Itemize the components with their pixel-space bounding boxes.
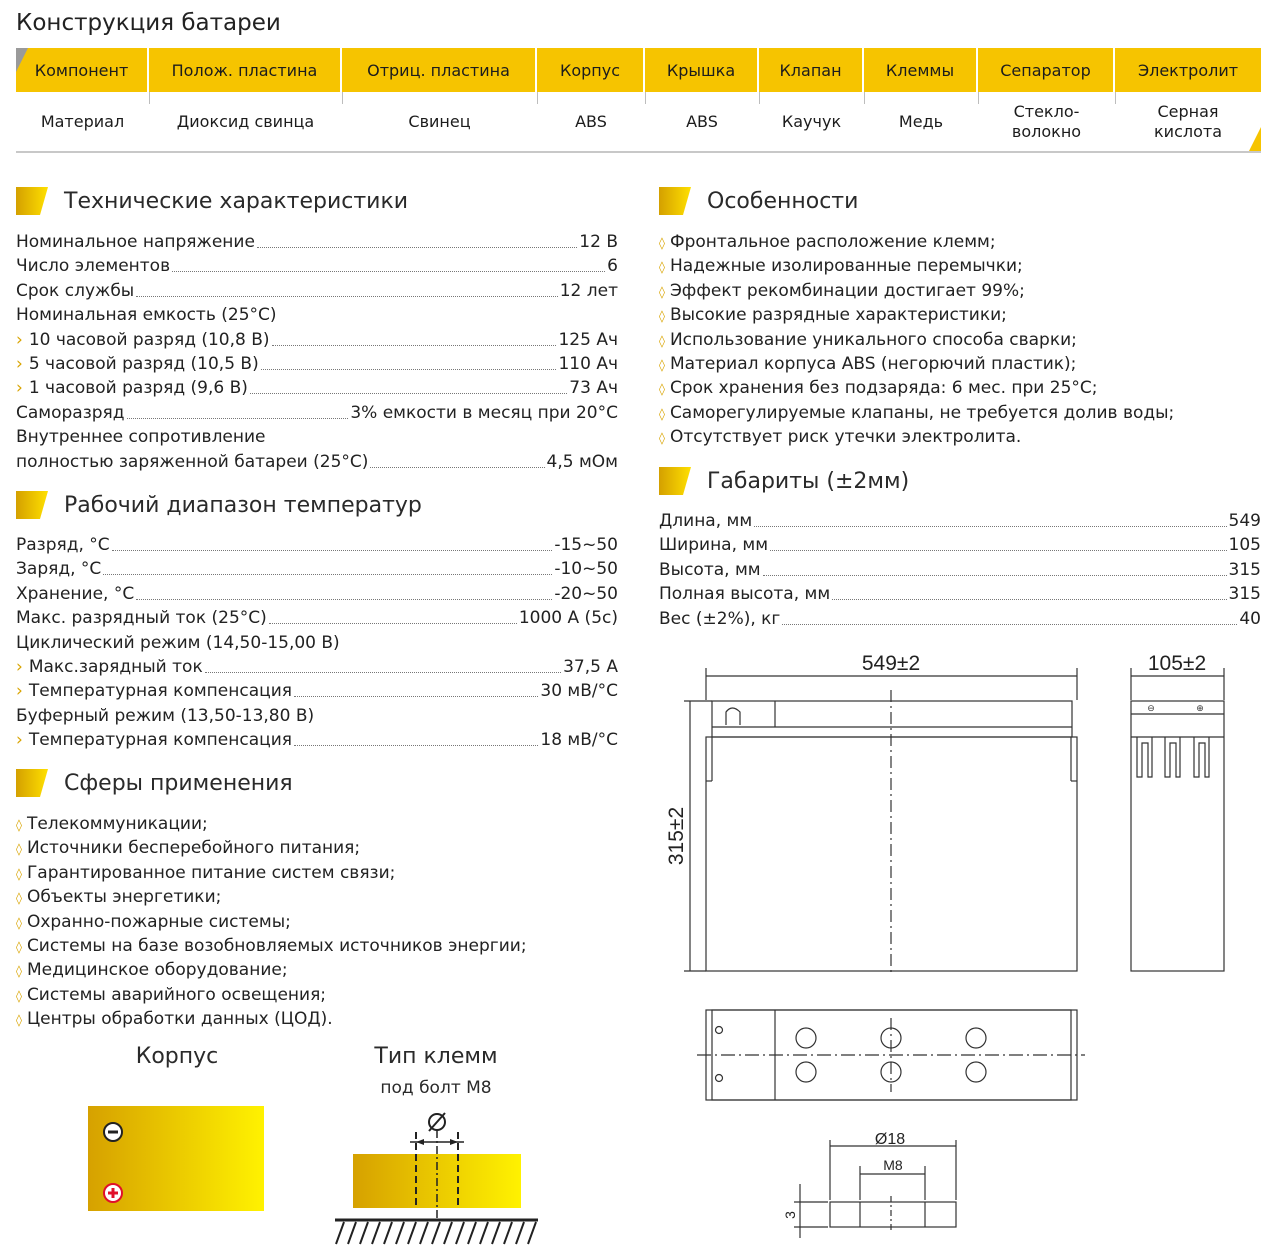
dot-leader	[136, 296, 558, 297]
spec-label: Хранение, °C	[16, 583, 135, 604]
spec-value: 37,5 А	[563, 657, 618, 677]
spec-value: 18 мВ/°C	[540, 730, 618, 751]
spec-row	[16, 352, 618, 376]
value-text: Каучук	[781, 111, 842, 131]
dot-leader	[136, 599, 552, 600]
value-text: Серная кислота	[1154, 101, 1222, 141]
list-item	[16, 1007, 333, 1032]
spec-value: 40	[1239, 608, 1261, 629]
dot-leader	[103, 574, 552, 575]
list-item-text: Эффект рекомбинации достигает 99%;	[669, 280, 1025, 301]
spec-group-label: Циклический режим (14,50-15,00 В)	[16, 632, 340, 653]
list-item	[659, 254, 1023, 279]
spec-value: -10~50	[554, 559, 618, 580]
dot-leader	[205, 672, 561, 673]
list-item-text: Материал корпуса ABS (негорючий пластик);	[669, 354, 1077, 374]
spec-label: Разряд, °C	[16, 535, 110, 555]
list-item-text: Гарантированное питание систем связи;	[26, 862, 396, 883]
bolt-size-label: M8	[883, 1157, 903, 1173]
header-cell: Электролит	[1137, 60, 1239, 80]
value-text: Стекло- волокно	[1011, 101, 1082, 141]
spec-value: 4,5 мОм	[546, 451, 618, 472]
value-cell	[16, 92, 149, 151]
spec-row	[16, 376, 618, 400]
spec-label: Высота, мм	[659, 559, 761, 580]
dot-leader	[112, 550, 553, 551]
value-cell	[864, 92, 978, 151]
spec-row	[16, 679, 618, 703]
spec-group-label: Номинальная емкость (25°C)	[16, 305, 277, 326]
section-marker-icon	[16, 187, 48, 215]
spec-value: 105	[1228, 535, 1261, 556]
spec-value: 110 Ач	[558, 354, 618, 374]
value-cell	[149, 92, 342, 151]
terminal-subtitle: под болт M8	[380, 1078, 492, 1098]
list-item	[659, 279, 1025, 304]
spec-value: 30 мВ/°C	[540, 681, 618, 702]
list-item-text: Телекоммуникации;	[26, 814, 208, 834]
dot-leader	[250, 393, 567, 394]
dot-leader	[269, 623, 517, 624]
spec-label: Макс.зарядный ток	[28, 657, 203, 677]
spec-row	[16, 582, 618, 606]
diamond-bullet-icon: ◊	[16, 964, 22, 979]
list-item	[659, 376, 1098, 401]
value-text: Медь	[898, 111, 944, 131]
spec-row	[659, 533, 1261, 557]
height-dimension-label: 315±2	[665, 806, 688, 866]
diamond-bullet-icon: ◊	[16, 842, 22, 857]
spec-value: 549	[1228, 511, 1261, 531]
section-marker-icon	[16, 491, 48, 519]
dot-leader	[294, 745, 538, 746]
section-marker-icon	[659, 467, 691, 495]
diamond-bullet-icon: ◊	[659, 333, 665, 348]
list-item	[659, 303, 1007, 328]
spec-row	[659, 509, 1261, 533]
spec-value: 125 Ач	[558, 329, 618, 350]
spec-group-label: Буферный режим (13,50-13,80 В)	[16, 705, 315, 726]
list-item	[16, 983, 326, 1008]
front-view-lid	[712, 701, 1072, 737]
spec-label: Саморазряд	[16, 402, 125, 423]
side-view-body	[1131, 701, 1224, 971]
spec-label: 5 часовой разряд (10,5 В)	[28, 354, 259, 374]
diamond-bullet-icon: ◊	[16, 988, 22, 1003]
list-item-text: Охранно-пожарные системы;	[26, 911, 291, 932]
spec-value: 12 В	[579, 232, 618, 252]
spec-row	[16, 401, 618, 425]
depth-label: 3	[782, 1211, 798, 1219]
dot-leader	[832, 599, 1226, 600]
construction-table	[16, 48, 1261, 153]
dot-leader	[782, 624, 1237, 625]
arrow-icon: ›	[16, 329, 23, 350]
list-item-text: Надежные изолированные перемычки;	[669, 256, 1023, 277]
spec-row	[16, 655, 618, 679]
list-item	[16, 812, 208, 837]
diamond-bullet-icon: ◊	[659, 406, 665, 421]
spec-value: 73 Ач	[569, 378, 618, 399]
spec-label: Длина, мм	[659, 511, 753, 531]
terminal-title: Тип клемм	[374, 1044, 498, 1069]
section-heading-apps	[16, 768, 293, 798]
arrow-icon: ›	[16, 657, 23, 677]
dot-leader	[770, 550, 1226, 551]
list-item-text: Использование уникального способа сварки;	[669, 329, 1077, 350]
value-text: ABS	[575, 111, 607, 131]
value-cell	[537, 92, 645, 151]
dot-leader	[754, 526, 1226, 527]
list-item	[659, 328, 1077, 353]
value-cell	[978, 92, 1115, 151]
header-cell: Сепаратор	[978, 48, 1115, 92]
value-text: ABS	[686, 111, 718, 131]
list-item-text: Фронтальное расположение клемм;	[669, 232, 996, 252]
dot-leader	[272, 345, 557, 346]
section-title: Особенности	[707, 188, 859, 214]
header-cell: Полож. пластина	[149, 48, 342, 92]
construction-value-row	[16, 92, 1261, 153]
value-text: Материал	[40, 111, 125, 131]
diamond-bullet-icon: ◊	[659, 260, 665, 275]
spec-label: Число элементов	[16, 256, 171, 277]
spec-row	[16, 328, 618, 352]
spec-label: Температурная компенсация	[28, 681, 292, 702]
list-item	[16, 836, 360, 861]
minus-symbol: ⊖	[1147, 703, 1155, 713]
dot-leader	[261, 369, 557, 370]
section-heading-temp	[16, 490, 422, 520]
page-title: Конструкция батареи	[16, 10, 281, 36]
section-title: Рабочий диапазон температур	[64, 492, 422, 518]
spec-label: 1 часовой разряд (9,6 В)	[28, 378, 248, 399]
section-marker-icon	[659, 187, 691, 215]
construction-header-row	[16, 48, 1261, 92]
section-heading-features	[659, 186, 858, 216]
width-dimension-label: 105±2	[1147, 652, 1207, 675]
dot-leader	[763, 575, 1227, 576]
spec-label: Номинальное напряжение	[16, 232, 255, 252]
spec-label: Срок службы	[16, 280, 135, 301]
corner-accent-icon	[16, 48, 30, 72]
header-cell: Крышка	[645, 48, 759, 92]
header-cell: Компонент	[16, 48, 149, 92]
spec-label: Температурная компенсация	[28, 730, 292, 751]
spec-label: 10 часовой разряд (10,8 В)	[28, 329, 270, 350]
list-item	[16, 934, 527, 959]
list-item-text: Источники бесперебойного питания;	[26, 838, 361, 859]
section-title: Сферы применения	[64, 770, 293, 796]
spec-row	[659, 558, 1261, 582]
spec-label: Макс. разрядный ток (25°C)	[16, 608, 267, 629]
spec-value: 3% емкости в месяц при 20°C	[350, 402, 618, 423]
case-title: Корпус	[135, 1044, 219, 1069]
list-item-text: Саморегулируемые клапаны, не требуется долив воды;	[669, 402, 1175, 423]
spec-value: 12 лет	[559, 280, 618, 301]
spec-group-label: Внутреннее сопротивление	[16, 427, 266, 448]
arrow-icon: ›	[16, 354, 23, 374]
diamond-bullet-icon: ◊	[16, 866, 22, 881]
plus-symbol: ⊕	[1196, 703, 1204, 713]
spec-value: 315	[1228, 559, 1261, 580]
section-heading-dims	[659, 466, 909, 496]
case-illustration	[88, 1106, 264, 1211]
spec-row	[16, 450, 618, 474]
section-title: Технические характеристики	[64, 188, 409, 214]
section-heading-tech	[16, 186, 408, 216]
diamond-bullet-icon: ◊	[659, 382, 665, 397]
spec-label: Ширина, мм	[659, 535, 769, 556]
dot-leader	[257, 247, 577, 248]
dot-leader	[127, 418, 349, 419]
value-text: Диоксид свинца	[176, 111, 315, 131]
spec-row	[16, 230, 618, 254]
diamond-bullet-icon: ◊	[659, 309, 665, 324]
dot-leader	[294, 696, 538, 697]
diamond-bullet-icon: ◊	[659, 358, 665, 372]
hole-diameter-label: Ø18	[874, 1131, 906, 1148]
list-item-text: Центры обработки данных (ЦОД).	[26, 1009, 333, 1030]
diamond-bullet-icon: ◊	[659, 236, 665, 250]
diamond-bullet-icon: ◊	[16, 1013, 22, 1028]
spec-value: -20~50	[554, 583, 618, 604]
list-item	[659, 352, 1076, 377]
diamond-bullet-icon: ◊	[16, 891, 22, 906]
spec-row	[16, 279, 618, 303]
spec-label: Вес (±2%), кг	[659, 608, 781, 629]
diamond-bullet-icon: ◊	[16, 818, 22, 832]
list-item-text: Высокие разрядные характеристики;	[669, 305, 1007, 326]
value-cell	[1115, 92, 1261, 151]
length-dimension-label: 549±2	[861, 652, 921, 675]
list-item	[16, 861, 395, 886]
diamond-bullet-icon: ◊	[16, 915, 22, 930]
arrow-icon: ›	[16, 681, 23, 702]
dot-leader	[370, 467, 544, 468]
diamond-bullet-icon: ◊	[659, 284, 665, 299]
value-cell	[645, 92, 759, 151]
section-title: Габариты (±2мм)	[707, 468, 910, 494]
list-item	[659, 401, 1174, 426]
list-item-text: Медицинское оборудование;	[26, 960, 288, 981]
spec-row	[16, 254, 618, 278]
spec-value: -15~50	[554, 535, 618, 555]
header-cell: Отриц. пластина	[342, 48, 537, 92]
list-item	[659, 425, 1021, 450]
header-cell: Клеммы	[864, 48, 978, 92]
spec-value: 6	[607, 256, 618, 277]
spec-row	[16, 606, 618, 630]
spec-label: полностью заряженной батареи (25°C)	[16, 451, 369, 472]
list-item-text: Объекты энергетики;	[26, 887, 222, 908]
corner-accent-icon	[1249, 127, 1261, 151]
list-item-text: Системы аварийного освещения;	[26, 984, 327, 1005]
spec-row	[659, 582, 1261, 606]
header-cell: Корпус	[537, 48, 645, 92]
spec-row	[16, 557, 618, 581]
arrow-icon: ›	[16, 378, 23, 399]
value-cell	[759, 92, 864, 151]
spec-label: Полная высота, мм	[659, 584, 831, 605]
list-item-text: Системы на базе возобновляемых источников энергии;	[26, 936, 527, 956]
spec-row	[16, 533, 618, 557]
header-cell: Клапан	[759, 48, 864, 92]
spec-value: 315	[1228, 584, 1261, 605]
diamond-bullet-icon: ◊	[16, 940, 22, 954]
list-item-text: Срок хранения без подзаряда: 6 мес. при 25°C;	[669, 378, 1098, 399]
technical-drawing	[640, 640, 1280, 1259]
list-item	[659, 230, 996, 255]
list-item	[16, 910, 291, 935]
spec-value: 1000 А (5с)	[518, 608, 618, 629]
dot-leader	[172, 271, 605, 272]
terminal-illustration	[330, 1106, 542, 1256]
list-item-text: Отсутствует риск утечки электролита.	[669, 427, 1022, 448]
spec-row	[16, 728, 618, 752]
diamond-bullet-icon: ◊	[659, 431, 665, 446]
arrow-icon: ›	[16, 730, 23, 751]
spec-row	[659, 607, 1261, 631]
value-cell	[342, 92, 537, 151]
list-item	[16, 885, 221, 910]
section-marker-icon	[16, 769, 48, 797]
spec-label: Заряд, °C	[16, 559, 102, 580]
list-item	[16, 958, 288, 983]
value-text: Свинец	[408, 111, 471, 131]
